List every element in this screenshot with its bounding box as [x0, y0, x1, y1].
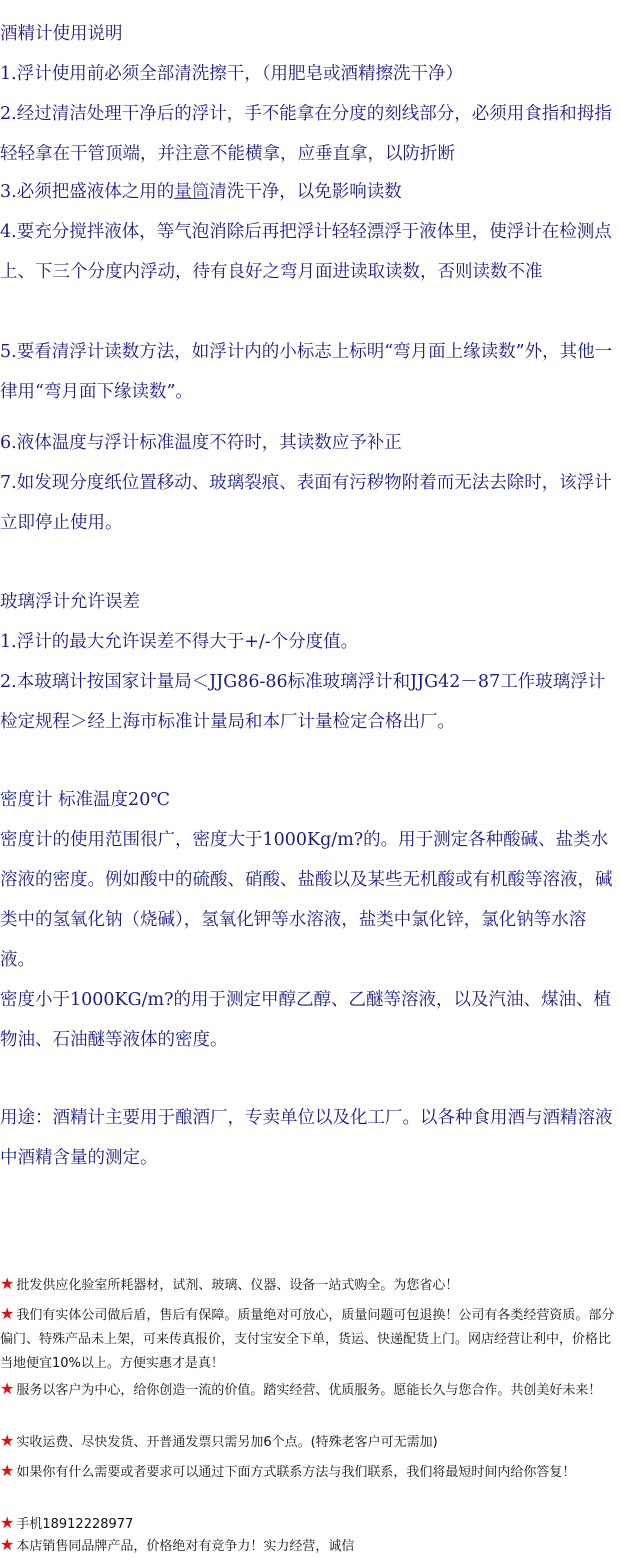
usage-item-7: 7.如发现分度纸位置移动、玻璃裂痕、表面有污秽物附着而无法去除时，该浮计立即停止使用。 [0, 473, 612, 533]
phone-number: 手机18912228977 [16, 1517, 134, 1532]
notice-text-5: 如果你有什么需要或者要求可以通过下面方式联系方法与我们联系，我们将最短时间内给你答复！ [16, 1465, 576, 1480]
usage-item-6: 6.液体温度与浮计标准温度不符时，其读数应予补正 [0, 433, 402, 453]
notice-text-7: 本店销售同品牌产品，价格绝对有竞争力！实力经营，诚信 [16, 1539, 355, 1554]
usage-item-3-pre: 3.必须把盛液体之用的 [0, 182, 175, 202]
star-icon: ★ [0, 1379, 15, 1398]
tolerance-item-1: 1.浮计的最大允许误差不得大于+/-个分度值。 [0, 632, 359, 652]
usage-item-4: 4.要充分搅拌液体，等气泡消除后再把浮计轻轻漂浮于液体里，使浮计在检测点上、下三个分度内浮动，待有良好之弯月面进读取读数，否则读数不准 [0, 222, 612, 282]
notice-line-1 [0, 1272, 616, 1298]
density-paragraph-2: 密度小于1000KG/m?的用于测定甲醇乙醇、乙醚等溶液，以及汽油、煤油、植物油、石油醚等液体的密度。 [0, 990, 611, 1050]
usage-item-3-post: 清洗干净，以免影响读数 [209, 182, 402, 202]
notice-text-2: 我们有实体公司做后盾，售后有保障。质量绝对可放心，质量问题可包退换！公司有各类经营资质。部分偏门、特殊产品未上架，可来传真报价，支付宝安全下单，货运、快递配货上门。网店经营让利中，价格比当地便宜10%以上。方便实惠才是真！ [0, 1308, 615, 1371]
star-icon: ★ [0, 1274, 15, 1293]
notice-line-5 [0, 1459, 616, 1485]
star-icon: ★ [0, 1431, 15, 1450]
notice-text-4: 实收运费、尽快发货、开普通发票只需另加6个点。(特殊老客户可无需加) [16, 1435, 438, 1450]
notice-line-7 [0, 1533, 616, 1559]
usage-item-5: 5.要看清浮计读数方法，如浮计内的小标志上标明“弯月面上缘读数”外，其他一律用“弯月面下缘读数”。 [0, 342, 613, 402]
usage-item-2: 2.经过清洁处理干净后的浮计，手不能拿在分度的刻线部分，必须用食指和拇指轻轻拿在干管顶端，并注意不能横拿，应垂直拿，以防折断 [0, 104, 612, 164]
notice-line-3 [0, 1377, 616, 1403]
star-icon: ★ [0, 1535, 15, 1554]
notice-line-2 [0, 1302, 616, 1376]
tolerance-title: 玻璃浮计允许误差 [0, 592, 140, 612]
usage-item-1: 1.浮计使用前必须全部清洗擦干，（用肥皂或酒精擦洗干净） [0, 64, 463, 84]
tolerance-item-2: 2.本玻璃计按国家计量局＜JJG86-86标准玻璃浮计和JJG42－87工作玻璃浮计检定规程＞经上海市标准计量局和本厂计量检定合格出厂。 [0, 672, 606, 732]
star-icon: ★ [0, 1513, 15, 1532]
density-paragraph-1: 密度计的使用范围很广，密度大于1000Kg/m?的。用于测定各种酸碱、盐类水溶液的密度。例如酸中的硫酸、硝酸、盐酸以及某些无机酸或有机酸等溶液，碱类中的氢氧化钠（烧碱），氢氧化钾等水溶液，盐类中氯化锌，氯化钠等水溶液。 [0, 830, 613, 970]
usage-item-3 [0, 172, 618, 212]
density-title: 密度计 标准温度20℃ [0, 790, 170, 810]
measuring-cylinder-link[interactable]: 量筒 [174, 182, 210, 202]
usage-title: 酒精计使用说明 [0, 24, 123, 44]
notice-text-3: 服务以客户为中心，给你创造一流的价值。踏实经营、优质服务。愿能长久与您合作。共创美好未来！ [16, 1383, 602, 1398]
notice-text-1: 批发供应化验室所耗器材，试剂、玻璃、仪器、设备一站式购全。为您省心！ [16, 1278, 459, 1293]
star-icon: ★ [0, 1304, 15, 1323]
notice-line-4 [0, 1429, 616, 1455]
purpose-paragraph: 用途：酒精计主要用于酿酒厂，专卖单位以及化工厂。以各种食用酒与酒精溶液中酒精含量的测定。 [0, 1108, 613, 1168]
star-icon: ★ [0, 1461, 15, 1480]
